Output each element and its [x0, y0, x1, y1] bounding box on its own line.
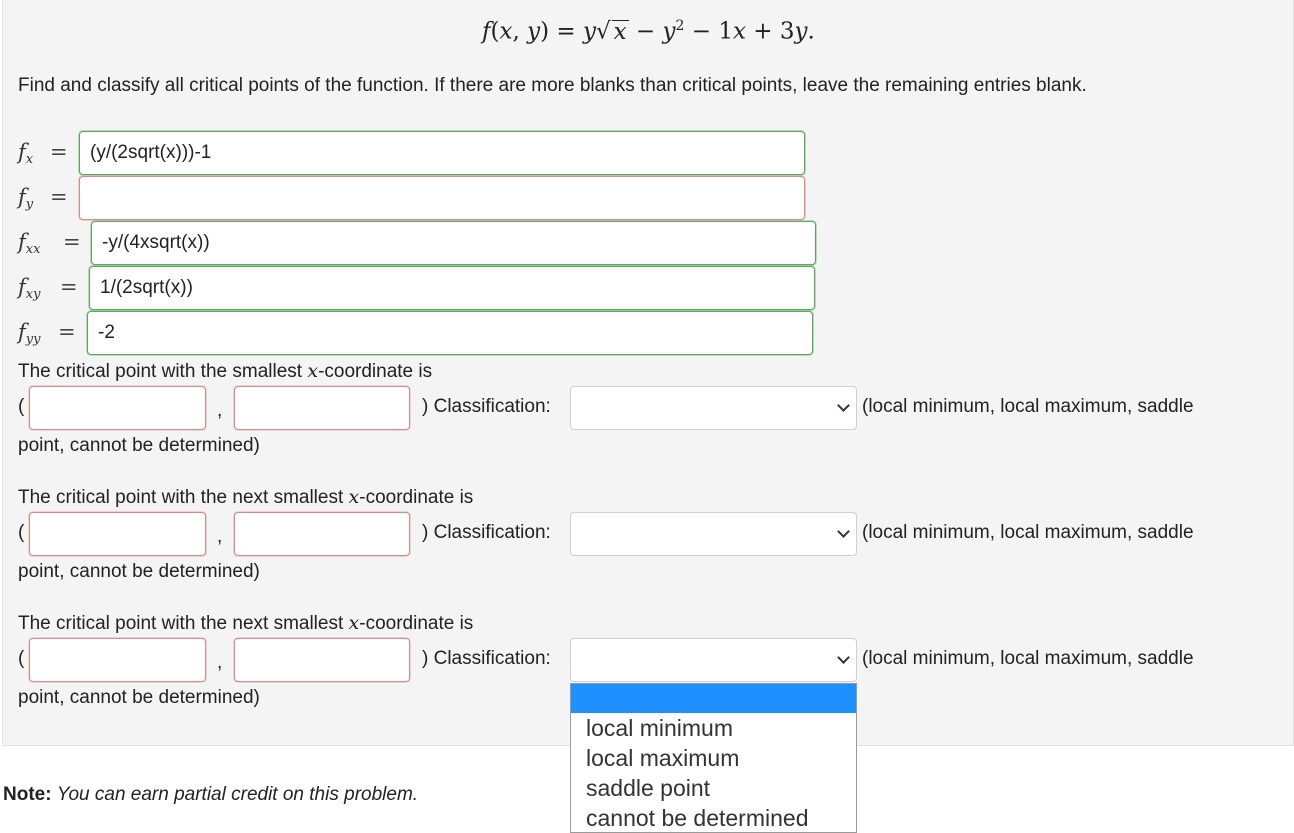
- dropdown-option-saddle-point[interactable]: saddle point: [586, 775, 711, 801]
- fyy-label: $f_{yy}$: [18, 320, 41, 347]
- function-formula: f(x, y) = y√ $x - y^2 - 1x + 3y$.: [482, 18, 815, 45]
- instructions-text: Find and classify all critical points of the function. If there are more blanks than critical points, leave the remaining entries blank.: [18, 75, 1087, 96]
- dropdown-option-local-minimum[interactable]: local minimum: [586, 715, 733, 741]
- fyy-input[interactable]: -2: [87, 311, 813, 355]
- cp2-hint-line2: point, cannot be determined): [18, 561, 260, 582]
- partial-credit-note: [3, 784, 418, 806]
- cp2-classification-select[interactable]: [570, 512, 857, 556]
- fxx-label: $f_{xx}$: [18, 230, 41, 257]
- cp3-x-input[interactable]: [29, 638, 206, 682]
- dropdown-option-local-maximum[interactable]: local maximum: [586, 745, 740, 771]
- fxy-input[interactable]: 1/(2sqrt(x)): [89, 266, 815, 310]
- fy-equals: =: [50, 185, 68, 209]
- cp1-classification-select[interactable]: [570, 386, 857, 430]
- note-text: You can earn partial credit on this problem.: [56, 784, 419, 805]
- cp3-classification-select[interactable]: [570, 638, 857, 682]
- fyy-equals: =: [58, 320, 76, 344]
- fxy-label: $f_{xy}$: [18, 275, 41, 302]
- chevron-down-icon: [837, 651, 850, 664]
- cp1-hint-line2: point, cannot be determined): [18, 435, 260, 456]
- cp2-x-input[interactable]: [29, 512, 206, 556]
- cp1-y-input[interactable]: [234, 386, 410, 430]
- critical-point-3-prompt: The critical point with the next smallest x-coordinate is: [18, 612, 474, 634]
- cp2-y-input[interactable]: [234, 512, 410, 556]
- cp1-x-input[interactable]: [29, 386, 206, 430]
- fx-input[interactable]: (y/(2sqrt(x)))-1: [79, 131, 805, 175]
- chevron-down-icon: [837, 525, 850, 538]
- fxx-input[interactable]: -y/(4xsqrt(x)): [91, 221, 816, 265]
- fx-label: $f_x$: [18, 140, 34, 167]
- cp3-classification-label: ) Classification:: [422, 648, 551, 669]
- fy-label: $f_y$: [18, 185, 34, 212]
- chevron-down-icon: [837, 399, 850, 412]
- critical-point-2-prompt: The critical point with the next smallest x-coordinate is: [18, 486, 474, 508]
- cp1-open-paren: (: [18, 396, 25, 417]
- classification-dropdown-list[interactable]: [570, 683, 857, 833]
- cp3-y-input[interactable]: [234, 638, 410, 682]
- cp3-open-paren: (: [18, 648, 25, 669]
- cp2-comma: ,: [217, 526, 223, 547]
- fx-equals: =: [50, 140, 68, 164]
- dropdown-option-cannot-be-determined[interactable]: cannot be determined: [586, 805, 809, 831]
- fy-input[interactable]: [79, 176, 805, 220]
- cp3-hint-line2: point, cannot be determined): [18, 687, 260, 708]
- dropdown-option-blank[interactable]: [571, 684, 856, 713]
- cp2-hint-line1: (local minimum, local maximum, saddle: [862, 522, 1194, 543]
- fxx-equals: =: [63, 230, 81, 254]
- cp2-classification-label: ) Classification:: [422, 522, 551, 543]
- cp1-hint-line1: (local minimum, local maximum, saddle: [862, 396, 1194, 417]
- cp1-classification-label: ) Classification:: [422, 396, 551, 417]
- cp3-comma: ,: [217, 652, 223, 673]
- cp3-hint-line1: (local minimum, local maximum, saddle: [862, 648, 1194, 669]
- critical-point-1-prompt: The critical point with the smallest x-coordinate is: [18, 360, 433, 382]
- note-label: Note:: [3, 784, 52, 805]
- cp2-open-paren: (: [18, 522, 25, 543]
- cp1-comma: ,: [217, 400, 223, 421]
- fxy-equals: =: [60, 275, 78, 299]
